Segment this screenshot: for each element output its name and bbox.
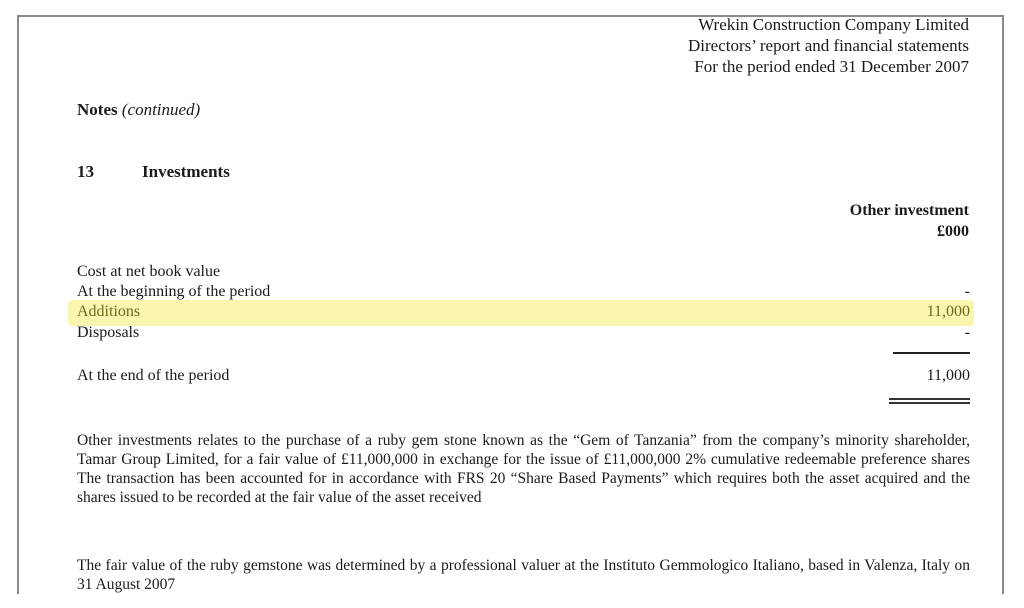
notes-heading bbox=[77, 100, 200, 120]
table-row bbox=[77, 282, 970, 302]
page-border-left bbox=[17, 15, 19, 594]
row-label: At the end of the period bbox=[77, 367, 230, 384]
row-value: 11,000 bbox=[926, 303, 970, 320]
table-row bbox=[77, 323, 970, 343]
total-double-rule bbox=[889, 402, 970, 404]
notes-continued: (continued) bbox=[121, 100, 201, 119]
table-row-total bbox=[77, 366, 970, 386]
row-label: Disposals bbox=[77, 324, 140, 341]
row-value: - bbox=[964, 324, 970, 341]
company-name: Wrekin Construction Company Limited bbox=[698, 15, 969, 34]
report-period: For the period ended 31 December 2007 bbox=[694, 57, 969, 76]
page-border-right bbox=[1002, 15, 1004, 594]
report-title: Directors’ report and financial statements bbox=[687, 36, 969, 55]
row-value: 11,000 bbox=[926, 367, 970, 384]
subtotal-rule bbox=[893, 352, 970, 354]
column-header-title: Other investment bbox=[849, 202, 969, 219]
notes-label: Notes bbox=[77, 100, 118, 119]
section-heading bbox=[77, 162, 230, 182]
column-header-unit: £000 bbox=[937, 223, 969, 240]
total-double-rule bbox=[889, 398, 970, 400]
paragraph-valuation: The fair value of the ruby gemstone was determined by a professional valuer at the Instituto Gemmologico Italiano, based in Valenza, Italy on 31 August 2007 bbox=[77, 557, 970, 593]
row-label: Cost at net book value bbox=[77, 263, 221, 280]
row-label: Additions bbox=[77, 303, 141, 320]
document-header bbox=[688, 14, 969, 77]
section-number: 13 bbox=[77, 162, 94, 181]
table-row bbox=[77, 262, 970, 282]
paragraph-investment-description: Other investments relates to the purchase of a ruby gem stone known as the “Gem of Tanzania” from the company’s minority shareholder, Tamar Group Limited, for a fair value of £11,000,000 in exchange for the issue of £11,000,000 2% cumulative redeemable preference shares The transaction has been accounted for in accordance with FRS 20 “Share Based Payments” which requires both the asset acquired and the shares issued to be recorded at the fair value of the asset received bbox=[77, 432, 970, 506]
column-header bbox=[850, 200, 969, 242]
row-label: At the beginning of the period bbox=[77, 283, 271, 300]
section-title: Investments bbox=[142, 162, 230, 181]
row-value: - bbox=[964, 283, 970, 300]
table-row-highlighted bbox=[77, 302, 970, 322]
